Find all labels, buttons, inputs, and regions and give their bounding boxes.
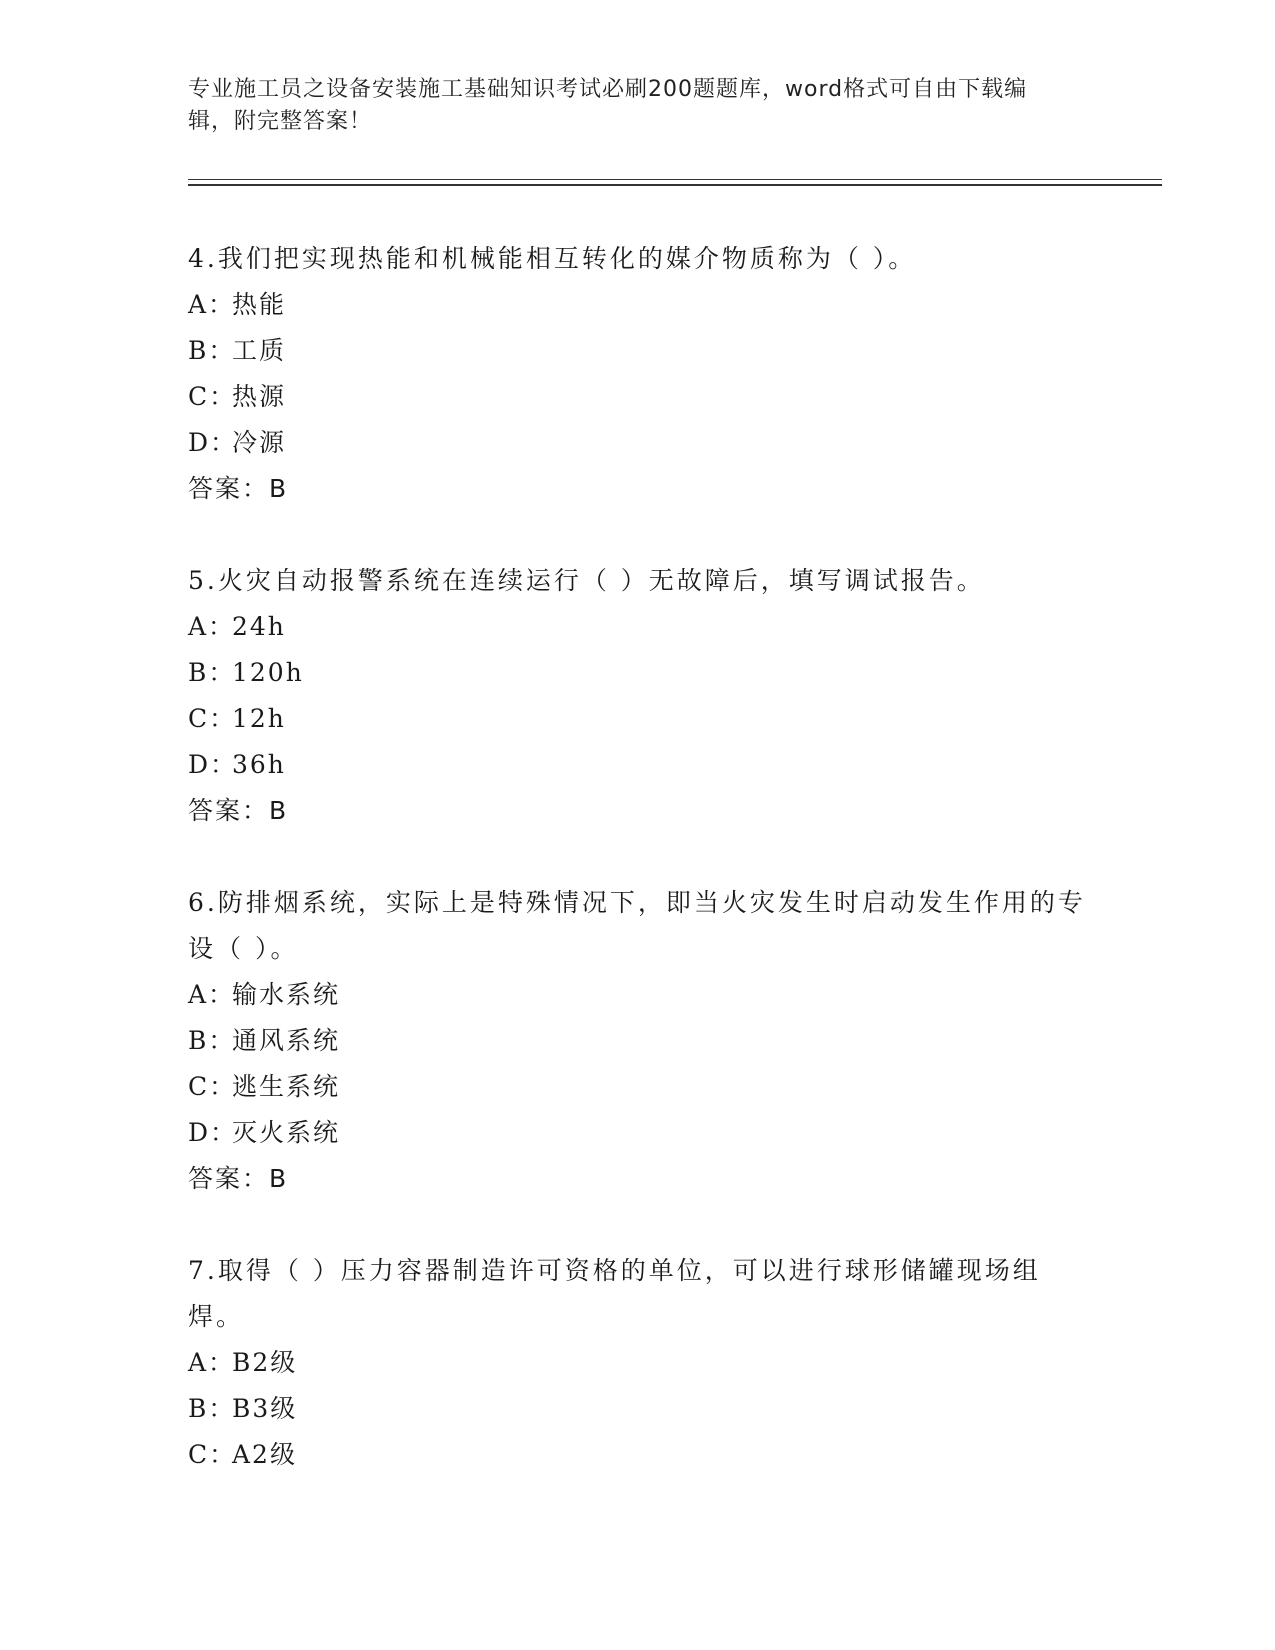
option-letter: B： <box>188 1394 236 1423</box>
option-d <box>188 1110 1088 1156</box>
option-c <box>188 1432 1088 1478</box>
option-text: A2级 <box>232 1440 297 1469</box>
question-4 <box>188 236 1088 512</box>
option-text: 12h <box>232 704 286 733</box>
document-header: 专业施工员之设备安装施工基础知识考试必刷200题题库，word格式可自由下载编辑，附完整答案！ <box>188 77 1028 134</box>
option-letter: B： <box>188 336 236 365</box>
question-7 <box>188 1248 1088 1478</box>
option-b <box>188 1018 1088 1064</box>
answer-line: 答案：B <box>188 1164 289 1193</box>
option-a <box>188 282 1088 328</box>
option-text: 热能 <box>232 290 287 319</box>
question-6 <box>188 880 1088 1202</box>
answer-line: 答案：B <box>188 474 289 503</box>
option-letter: C： <box>188 382 237 411</box>
option-letter: D： <box>188 750 238 779</box>
option-letter: A： <box>188 290 236 319</box>
option-c <box>188 696 1088 742</box>
option-letter: C： <box>188 1072 237 1101</box>
option-text: 36h <box>232 750 286 779</box>
option-b <box>188 328 1088 374</box>
option-c <box>188 374 1088 420</box>
option-letter: A： <box>188 1348 236 1377</box>
option-letter: C： <box>188 704 237 733</box>
option-letter: B： <box>188 658 236 687</box>
option-text: 热源 <box>232 382 287 411</box>
option-text: 24h <box>232 612 286 641</box>
option-text: 冷源 <box>232 428 287 457</box>
option-text: 灭火系统 <box>232 1118 341 1147</box>
option-letter: B： <box>188 1026 236 1055</box>
option-a <box>188 972 1088 1018</box>
option-text: 输水系统 <box>232 980 341 1009</box>
option-text: 逃生系统 <box>232 1072 341 1101</box>
option-b <box>188 650 1088 696</box>
option-letter: C： <box>188 1440 237 1469</box>
option-b <box>188 1386 1088 1432</box>
question-list <box>188 236 1088 1524</box>
option-a <box>188 1340 1088 1386</box>
header-divider-top <box>188 179 1162 180</box>
option-text: 120h <box>232 658 304 687</box>
question-text: 5.火灾自动报警系统在连续运行（ ）无故障后，填写调试报告。 <box>188 566 985 595</box>
question-5 <box>188 558 1088 834</box>
question-text: 6.防排烟系统，实际上是特殊情况下，即当火灾发生时启动发生作用的专设（ ）。 <box>188 888 1086 963</box>
answer-line: 答案：B <box>188 796 289 825</box>
option-a <box>188 604 1088 650</box>
option-text: B2级 <box>232 1348 298 1377</box>
question-text: 4.我们把实现热能和机械能相互转化的媒介物质称为（ ）。 <box>188 244 917 273</box>
header-divider-bottom <box>188 184 1162 186</box>
option-c <box>188 1064 1088 1110</box>
option-d <box>188 420 1088 466</box>
option-d <box>188 742 1088 788</box>
option-letter: A： <box>188 980 236 1009</box>
option-letter: D： <box>188 1118 238 1147</box>
question-text: 7.取得（ ）压力容器制造许可资格的单位，可以进行球形储罐现场组焊。 <box>188 1256 1041 1331</box>
option-letter: D： <box>188 428 238 457</box>
option-text: 通风系统 <box>232 1026 341 1055</box>
option-text: 工质 <box>232 336 287 365</box>
option-letter: A： <box>188 612 236 641</box>
option-text: B3级 <box>232 1394 298 1423</box>
